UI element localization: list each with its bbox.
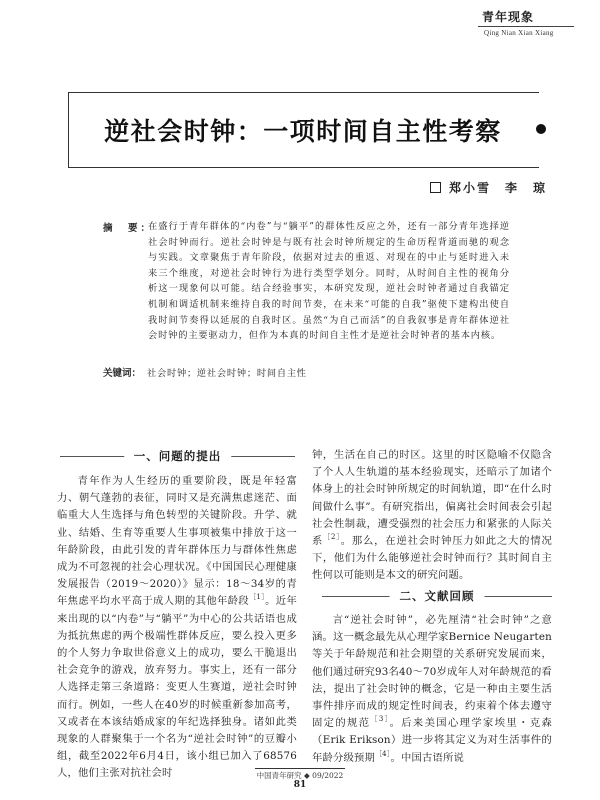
citation: ［4］ [374, 749, 391, 758]
citation: ［2］ [323, 533, 341, 542]
section-pinyin: Qing Nian Xian Xiang [484, 29, 554, 37]
footer-journal: 中国青年研究 ◆ 09/2022 [256, 771, 344, 780]
text-run: 钟，生活在自己的时区。这里的时区隐喻不仅隐含了个人人生轨道的基本经验现实，还暗示了加诸个体身上的社会时钟所规定的时间轨道，即“在什么时间做什么事”。有研究指出，偏离社会时间表会引起社会性制裁，遭受强烈的社会压力和紧张的人际关系 [312, 449, 552, 548]
authors: 郑小雪 李 琼 [449, 181, 548, 195]
keywords-label: 关键词： [103, 368, 142, 379]
footer-rule [255, 768, 345, 769]
citation: ［3］ [370, 715, 390, 724]
article-title: 逆社会时钟：一项时间自主性考察 [104, 117, 502, 146]
citation: ［1］ [249, 593, 266, 602]
left-column [57, 473, 297, 783]
paragraph [57, 473, 297, 783]
section-1-heading [60, 447, 295, 467]
text-run: 。那么，在逆社会时钟压力如此之大的情况下，他们为什么能够逆社会时钟而行？其时间自主性何以可能则是本文的研究问题。 [312, 535, 552, 582]
text-run: 青年作为人生经历的重要阶段，既是年轻富力、朝气蓬勃的表征，同时又是充满焦虑迷茫、面临重大人生选择与角色转型的关键阶段。升学、就业、结婚、生育等重要人生事项被集中排放于这一年龄阶段，由此引发的青年群体压力与群体性焦虑成为不可忽视的社会心理状况。《中国国民心理健康发展报告（2019～2020）》显示：18～34岁的青年焦虑平均水平高于成人期的其他年龄段 [57, 475, 297, 608]
paragraph [312, 447, 552, 585]
paragraph [312, 612, 552, 767]
section-tag: 青年现象 [482, 10, 535, 24]
text-run: 言“逆社会时钟”，必先厘清“社会时钟”之意涵。这一概念最先从心理学家Bernice Neugarten等关于年龄规范和社会期望的关系研究发展而来，他们通过研究93名40～70岁成年人对年龄规范的看法，提出了社会时钟的概念，它是一种由主要生活事件排序而成的规定性时间表，约束着个体去遵守固定的规范 [312, 614, 552, 730]
author-line [430, 179, 547, 196]
right-column-bottom [312, 612, 552, 767]
abstract-label: 摘 要： [103, 223, 154, 234]
text-run: 。近年来出现的以“内卷”与“躺平”为中心的公共话语也成为抵抗焦虑的两个极端性群体反应，要么投入更多的个人努力争取世俗意义上的成功，要么干脆退出社会竞争的游戏，放弃努力。事实上，还有一部分人选择走第三条道路：变更人生赛道，逆社会时钟而行。例如，一些人在40岁的时候重新参加高考，又或者在本该结婚成家的年纪选择独身。诸如此类现象的人群聚集于一个名为“逆社会时钟”的豆瓣小组，截至2022年6月4日，该小组已加入了68576人，他们主张对抗社会时 [57, 595, 297, 780]
section-1-title: 一、问题的提出 [124, 448, 232, 464]
section-2-title: 二、文献回顾 [390, 588, 485, 604]
section-2-heading [322, 587, 552, 607]
abstract-text: 在盛行于青年群体的“内卷”与“躺平”的群体性反应之外，还有一部分青年选择逆社会时钟而行。逆社会时钟是与既有社会时钟所规定的生命历程背道而驰的观念与实践。文章聚焦于青年阶段，依据对过去的重返、对现在的中止与延时进入未来三个维度，对逆社会时钟行为进行类型学划分。同时，从时间自主性的视角分析这一现象何以可能。结合经验事实，本研究发现，逆社会时钟者通过自我锚定机制和调适机制来维持自我的时间节奏，在未来“可能的自我”驱使下建构出使自我时间节奏得以延展的自我时区。虽然“为自己而活”的自我叙事是青年群体逆社会时钟的主要驱动力，但作为本真的时间自主性才是逆社会时钟者的基本内核。 [148, 221, 510, 342]
text-run: 。后来美国心理学家埃里・克森（Erik Erikson）进一步将其定义为对生活事件的年龄分级预期 [312, 717, 552, 764]
section-rule [478, 26, 574, 27]
keywords-text: 社会时钟；逆社会时钟；时间自主性 [147, 368, 307, 379]
page-number: 81 [293, 780, 307, 790]
right-column-top [312, 447, 552, 585]
title-bullet-icon [536, 124, 546, 134]
text-run: 。中国古语所说 [390, 751, 465, 764]
author-box-icon [430, 182, 441, 193]
